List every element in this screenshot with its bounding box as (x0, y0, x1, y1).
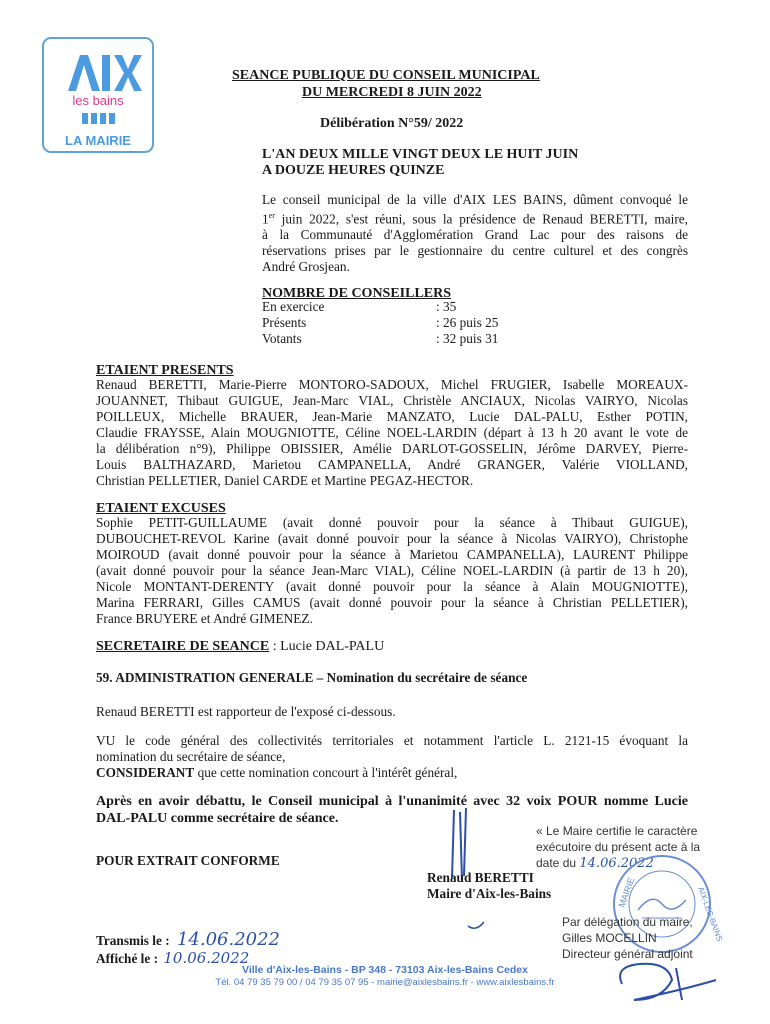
presents-line: la délibération n°9), Philippe OBISSIER, Amélie DARLOT-GOSSELIN, Jérôme DARVEY, Pierre- (96, 441, 688, 456)
decision-line: DAL-PALU comme secrétaire de séance. (96, 811, 339, 826)
stamp-side-text: AIX-LES-BAINS (696, 885, 725, 943)
presents-line: Renaud BERETTI, Marie-Pierre MONTORO-SADOUX, Michel FRUGIER, Isabelle MOREAUX- (96, 377, 688, 392)
session-title: SEANCE PUBLIQUE DU CONSEIL MUNICIPAL (232, 68, 540, 83)
stamp-top-text: MAIRIE (616, 876, 637, 909)
excuses-line: France BRUYERE et André GIMENEZ. (96, 611, 313, 626)
presents-list (96, 377, 688, 489)
presents-line: POILLEUX, Michelle BRAUER, Jean-Marie MANZATO, Lucie DAL-PALU, Esther POTIN, (96, 409, 688, 424)
vu-line: nomination du secrétaire de séance, (96, 749, 286, 764)
count-value: : 32 puis 31 (436, 331, 499, 346)
intro-paragraph (262, 192, 688, 275)
logo-mairie-label: LA MAIRIE (65, 133, 131, 148)
intro-line: Le conseil municipal de la ville d'AIX LES BAINS, dûment convoqué le (262, 192, 688, 207)
delegation-line: Gilles MOCELLIN (562, 931, 657, 945)
certif-line: « Le Maire certifie le caractère (536, 824, 698, 838)
city-logo (42, 37, 154, 153)
affiche-label: Affiché le : (96, 951, 159, 966)
excuses-line: MOIROUD (avait donné pouvoir pour la séance à Marietou CAMPANELLA), LAURENT Philippe (96, 547, 688, 562)
presents-line: Claudie FRAYSSE, Alain MOUGNIOTTE, Céline NOEL-LARDIN (départ à 13 h 20 avant le vote de (96, 425, 688, 440)
certif-date: 14.06.2022 (579, 856, 654, 871)
counts-table (262, 299, 522, 347)
vu-paragraph (96, 733, 688, 781)
count-label: Votants (262, 331, 302, 346)
presents-line: Christian PELLETIER, Daniel CARDE et Martine PEGAZ-HECTOR. (96, 473, 474, 488)
excuses-title: ETAIENT EXCUSES (96, 501, 226, 516)
signatory-role: Maire d'Aix-les-Bains (427, 886, 552, 901)
secretaire-line (96, 638, 384, 655)
excuses-line: Sophie PETIT-GUILLAUME (avait donné pouvoir pour la séance à Thibaut GUIGUE), (96, 515, 688, 530)
decision-line: Après en avoir débattu, le Conseil municipal à l'unanimité avec 32 voix POUR nomme Lucie (96, 794, 688, 809)
delegation-line: Directeur général adjoint (562, 947, 693, 961)
rapporteur-text: Renaud BERETTI est rapporteur de l'exposé ci-dessous. (96, 704, 396, 719)
certif-line: date du 14.06.2022 (536, 856, 654, 871)
affiche-date: 10.06.2022 (163, 949, 250, 967)
count-label: En exercice (262, 299, 325, 314)
certif-line: exécutoire du présent acte à la (536, 840, 701, 854)
intro-line: réservations prises par le gestionnaire du centre culturel et des congrès (262, 243, 688, 259)
excuses-line: DUBOUCHET-REVOL Karine (avait donné pouvoir pour la séance à Nicolas VAIRYO), Christophe (96, 531, 688, 546)
count-row (262, 299, 522, 315)
signatory-name: Renaud BERETTI (427, 870, 534, 885)
presents-title: ETAIENT PRESENTS (96, 363, 234, 378)
intro-line: à la Communauté d'Agglomération Grand Lac pour des raisons de (262, 227, 688, 243)
transmis-date: 14.06.2022 (176, 929, 281, 950)
item-title: 59. ADMINISTRATION GENERALE – Nomination du secrétaire de séance (96, 670, 528, 685)
counts-title: NOMBRE DE CONSEILLERS (262, 286, 452, 301)
deliberation-number: Délibération N°59/ 2022 (320, 116, 464, 131)
excuses-line: (avait donné pouvoir pour la séance Jean-Marc VIAL), Céline NOEL-LARDIN (à partir de 13 h 20), (96, 563, 688, 578)
count-value: : 26 puis 25 (436, 315, 499, 330)
footer-contact: Tél. 04 79 35 79 00 / 04 79 35 07 95 - mairie@aixlesbains.fr - www.aixlesbains.fr (215, 977, 555, 988)
excuses-line: Nicole MONTANT-DERENTY (avait donné pouvoir pour la séance à Alain MOUGNIOTTE), (96, 579, 688, 594)
session-date: DU MERCREDI 8 JUIN 2022 (302, 85, 482, 100)
count-row (262, 331, 522, 347)
date-words-line1: L'AN DEUX MILLE VINGT DEUX LE HUIT JUIN (262, 147, 579, 162)
considerant-line: CONSIDERANT que cette nomination concourt à l'intérêt général, (96, 765, 458, 780)
extrait-conforme: POUR EXTRAIT CONFORME (96, 853, 280, 868)
check-mark-icon (466, 920, 486, 932)
date-words-line2: A DOUZE HEURES QUINZE (262, 163, 445, 178)
transmis-line (96, 929, 281, 950)
secretaire-value: : Lucie DAL-PALU (269, 639, 385, 654)
excuses-list (96, 515, 688, 627)
transmis-label: Transmis le : (96, 933, 170, 948)
secretaire-label: SECRETAIRE DE SEANCE (96, 639, 270, 654)
footer-address: Ville d'Aix-les-Bains - BP 348 - 73103 Aix-les-Bains Cedex (242, 964, 528, 976)
count-label: Présents (262, 315, 307, 330)
count-row (262, 315, 522, 331)
logo-subtitle: les bains (72, 93, 124, 108)
intro-line: André Grosjean. (262, 259, 350, 275)
decision-paragraph (96, 793, 688, 827)
presents-line: JOUANNET, Thibaut GUIGUE, Jean-Marc VIAL, Christèle ANCIAUX, Nicolas VAIRYO, Nicolas (96, 393, 688, 408)
excuses-line: Marina FERRARI, Gilles CAMUS (avait donné pouvoir pour la séance à Christian PELLETIER), (96, 595, 688, 610)
count-value: : 35 (436, 299, 457, 314)
intro-line: 1er juin 2022, s'est réuni, sous la présidence de Renaud BERETTI, maire, (262, 211, 688, 227)
delegation-line: Par délégation du maire, (562, 915, 693, 929)
vu-line: VU le code général des collectivités territoriales et notamment l'article L. 2121-15 évoquant la (96, 733, 688, 748)
presents-line: Louis BALTHAZARD, Marietou CAMPANELLA, André GRANGER, Valérie VIOLLAND, (96, 457, 688, 472)
